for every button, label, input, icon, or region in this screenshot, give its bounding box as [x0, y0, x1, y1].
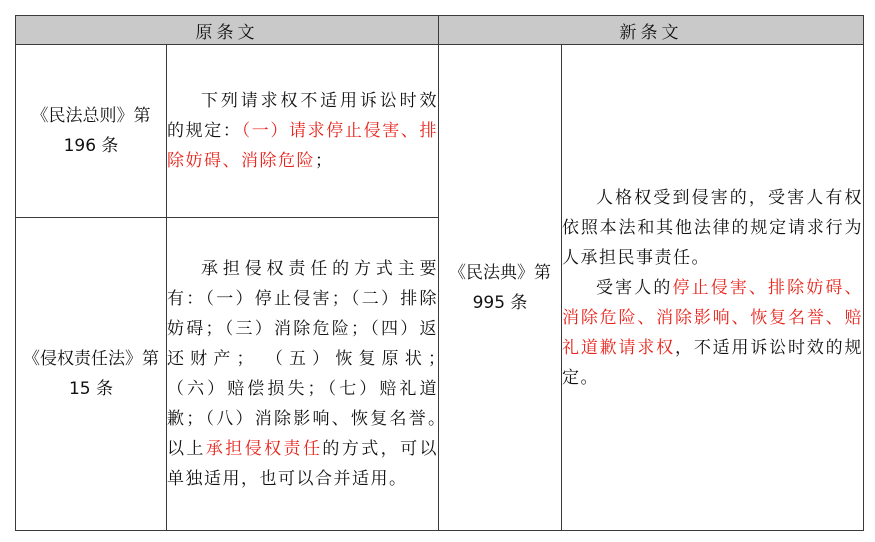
text-segment: ，不适用诉讼时效的规定。: [562, 337, 863, 388]
text-segment: ；: [315, 151, 334, 171]
highlighted-text: （一）请求停止侵害、排除妨碍、消除危险: [167, 121, 439, 171]
old-article-text-1: [167, 45, 439, 218]
old-article-paragraph: [167, 86, 438, 176]
old-article-paragraph: [167, 254, 457, 494]
highlighted-text: 停止侵害、排除妨碍、消除危险、消除影响、恢复名誉、赔礼道歉请求权: [562, 277, 864, 358]
new-article-paragraph-2: [562, 273, 863, 393]
new-law-name: 《民法典》第 995 条: [439, 45, 562, 531]
text-segment: 下列请求权不适用诉讼时效的规定：: [167, 91, 438, 141]
text-segment: 人格权受到侵害的，受害人有权依照本法和其他法律的规定请求行为人承担民事责任。: [562, 187, 863, 268]
text-segment: 受害人的: [596, 277, 673, 298]
old-law-name-1: 《民法总则》第 196 条: [16, 45, 167, 218]
text-segment: 的方式，可以单独适用，也可以合并适用。: [167, 439, 439, 489]
table-row: [16, 45, 864, 218]
new-article-text: [562, 45, 864, 531]
highlighted-text: 承担侵权责任: [205, 439, 323, 459]
old-law-name-2: 《侵权责任法》第 15 条: [16, 218, 167, 531]
header-row: [16, 16, 864, 45]
new-article-paragraph-1: [562, 183, 863, 273]
text-segment: 承担侵权责任的方式主要有：（一）停止侵害；（二）排除妨碍；（三）消除危险；（四）返还财产； （五）恢复原状； （六）赔偿损失；（七）赔礼道歉；（八）消除影响、恢复名誉。 以上: [167, 259, 457, 459]
old-article-text-2: [167, 218, 457, 531]
header-old: 原条文: [16, 16, 439, 45]
header-new: 新条文: [439, 16, 864, 45]
comparison-table: [15, 15, 864, 531]
